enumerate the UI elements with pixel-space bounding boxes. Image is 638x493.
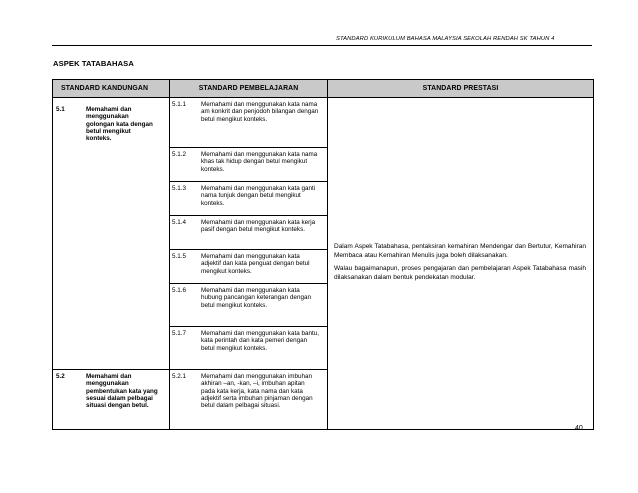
header-rule [52, 45, 592, 46]
kandungan-number: 5.2 [56, 373, 65, 380]
pembelajaran-cell [170, 216, 328, 250]
pembelajaran-cell [170, 250, 328, 284]
pembelajaran-number: 5.1.2 [172, 151, 187, 158]
pembelajaran-cell [170, 98, 328, 148]
column-header-prestasi: STANDARD PRESTASI [328, 80, 594, 98]
prestasi-paragraph: Dalam Aspek Tatabahasa, pentaksiran kemahiran Mendengar dan Bertutur, Kemahiran Membaca atau Kemahiran Menulis juga boleh dilaksanakan. [334, 242, 586, 259]
column-header-pembelajaran: STANDARD PEMBELAJARAN [170, 80, 328, 98]
kandungan-cell [53, 98, 170, 370]
kandungan-number: 5.1 [56, 106, 65, 113]
kandungan-cell [53, 370, 170, 430]
table-row [53, 98, 594, 148]
curriculum-table [52, 79, 594, 430]
pembelajaran-text: Memahami dan menggunakan kata hubung pancangan keterangan dengan betul mengikut konteks. [201, 287, 311, 309]
pembelajaran-number: 5.1.3 [172, 185, 187, 192]
kandungan-text: Memahami dan menggunakan golongan kata dengan betul mengikut konteks. [86, 106, 153, 143]
table-header-row [53, 80, 594, 98]
pembelajaran-number: 5.1.6 [172, 287, 187, 294]
pembelajaran-number: 5.1.1 [172, 101, 187, 108]
pembelajaran-number: 5.1.5 [172, 253, 187, 260]
pembelajaran-text: Memahami dan menggunakan kata bantu, kata perintah dan kata pemeri dengan betul mengikut konteks. [201, 330, 319, 352]
pembelajaran-text: Memahami dan menggunakan kata kerja pasif dengan betul mengikut konteks. [201, 219, 316, 234]
document-header: STANDARD KURIKULUM BAHASA MALAYSIA SEKOLAH RENDAH SK TAHUN 4 [336, 36, 555, 42]
page-number: 40 [575, 425, 583, 432]
pembelajaran-number: 5.2.1 [172, 373, 187, 380]
prestasi-paragraph: Walau bagaimanapun, proses pengajaran dan pembelajaran Aspek Tatabahasa masih dilaksanakan dalam bentuk pendekatan modular. [334, 264, 586, 281]
kandungan-text: Memahami dan menggunakan pembentukan kata yang sesuai dalam pelbagai situasi dengan betul. [86, 373, 158, 410]
pembelajaran-text: Memahami dan menggunakan kata nama am konkrit dan penjodoh bilangan dengan betul mengikut konteks. [201, 101, 319, 123]
pembelajaran-cell [170, 182, 328, 216]
pembelajaran-text: Memahami dan menggunakan imbuhan akhiran –an, -kan, –i, imbuhan apitan pada kata kerja, kata nama dan kata adjektif serta imbuhan pinjaman dengan betul dalam pelbagai situasi. [201, 373, 313, 410]
prestasi-cell [328, 98, 594, 430]
column-header-kandungan: STANDARD KANDUNGAN [53, 80, 170, 98]
section-title: ASPEK TATABAHASA [53, 59, 134, 68]
pembelajaran-text: Memahami dan menggunakan kata ganti nama tunjuk dengan betul mengikut konteks. [201, 185, 316, 207]
pembelajaran-cell [170, 148, 328, 182]
pembelajaran-number: 5.1.7 [172, 330, 187, 337]
pembelajaran-cell [170, 284, 328, 327]
pembelajaran-cell [170, 327, 328, 370]
pembelajaran-number: 5.1.4 [172, 219, 187, 226]
pembelajaran-text: Memahami dan menggunakan kata nama khas tak hidup dengan betul mengikut konteks. [201, 151, 318, 173]
pembelajaran-cell [170, 370, 328, 430]
pembelajaran-text: Memahami dan menggunakan kata adjektif dan kata penguat dengan betul mengikut konteks. [201, 253, 310, 275]
